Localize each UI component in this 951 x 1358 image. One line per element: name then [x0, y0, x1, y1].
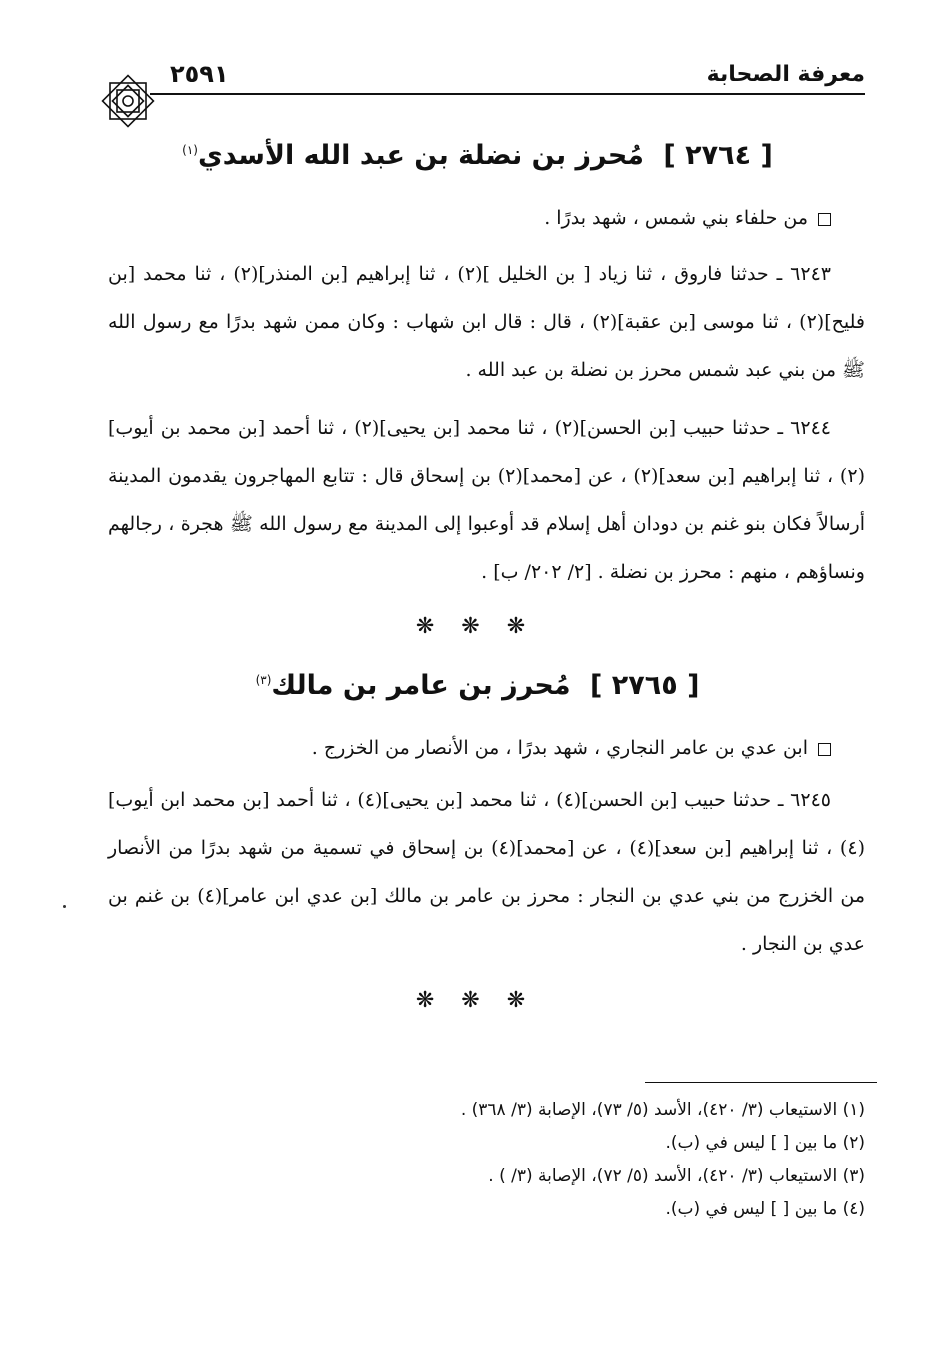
hadith-paragraph: ٦٢٤٤ ـ حدثنا حبيب [بن الحسن](٢) ، ثنا محمد [بن يحيى](٢) ، ثنا أحمد [بن محمد بن أيوب](٢) ، ثنا إبراهيم [بن سعد](٢) ، عن [محمد](٢) بن إسحاق قال : تتابع المهاجرون يقدمون المدينة أرسالاً فكان بنو غنم بن دودان أهل إسلام قد أوعبوا إلى المدينة مع رسول الله ﷺ هجرة ، رجالهم ونساؤهم ، منهم : محرز بن نضلة . [٢/ ٢٠٢/ ب] .	[108, 417, 865, 583]
entry-intro	[108, 194, 865, 242]
entry-title	[90, 670, 865, 701]
scan-speck	[63, 905, 66, 908]
page-number: ٢٥٩١	[170, 60, 229, 88]
footnote: (١) الاستيعاب (٣/ ٤٢٠)، الأسد (٥/ ٧٣)، الإصابة (٣/ ٣٦٨) .	[460, 1100, 865, 1120]
entry-name: مُحرز بن نضلة بن عبد الله الأسدي	[197, 140, 645, 171]
footnote: (٣) الاستيعاب (٣/ ٤٢٠)، الأسد (٥/ ٧٢)، الإصابة (٣/ ) .	[488, 1166, 865, 1186]
footnote-rule	[645, 1082, 877, 1083]
entry-number: [ ٢٧٦٤ ]	[663, 140, 773, 171]
entry-intro-text: ابن عدي بن عامر النجاري ، شهد بدرًا ، من الأنصار من الخزرج .	[311, 737, 808, 759]
section-separator: ❋ ❋ ❋	[415, 614, 536, 639]
star-ornament-icon	[97, 70, 159, 132]
footnote-ref: (٣)	[255, 673, 272, 687]
header-rule	[150, 93, 865, 95]
hadith-paragraph: ٦٢٤٣ ـ حدثنا فاروق ، ثنا زياد [ بن الخليل ](٢) ، ثنا إبراهيم [بن المنذر](٢) ، ثنا محمد [بن فليح](٢) ، ثنا موسى [بن عقبة](٢) ، قال : قال ابن شهاب : وكان ممن شهد بدرًا مع رسول الله ﷺ من بني عبد شمس محرز بن نضلة بن عبد الله .	[108, 263, 865, 381]
hadith-paragraph: ٦٢٤٥ ـ حدثنا حبيب [بن الحسن](٤) ، ثنا محمد [بن يحيى](٤) ، ثنا أحمد [بن محمد ابن أيوب](٤) ، ثنا إبراهيم [بن سعد](٤) ، عن [محمد](٤) بن إسحاق في تسمية من شهد بدرًا من الأنصار من الخزرج من بني عدي بن النجار : محرز بن عامر بن مالك [بن عدي ابن عامر](٤) بن غنم بن عدي بن النجار .	[108, 789, 865, 955]
entry-intro	[108, 724, 865, 772]
entry-intro-text: من حلفاء بني شمس ، شهد بدرًا .	[544, 207, 808, 229]
entry-title	[90, 140, 865, 171]
entry-name: مُحرز بن عامر بن مالك	[271, 670, 571, 701]
section-separator: ❋ ❋ ❋	[415, 988, 536, 1013]
running-header-title: معرفة الصحابة	[706, 62, 865, 87]
square-bullet-icon	[818, 743, 831, 756]
footnote: (٤) ما بين [ ] ليس في (ب).	[665, 1199, 865, 1219]
square-bullet-icon	[818, 213, 831, 226]
footnote: (٢) ما بين [ ] ليس في (ب).	[665, 1133, 865, 1153]
entry-number: [ ٢٧٦٥ ]	[590, 670, 700, 701]
footnote-ref: (١)	[182, 143, 198, 157]
